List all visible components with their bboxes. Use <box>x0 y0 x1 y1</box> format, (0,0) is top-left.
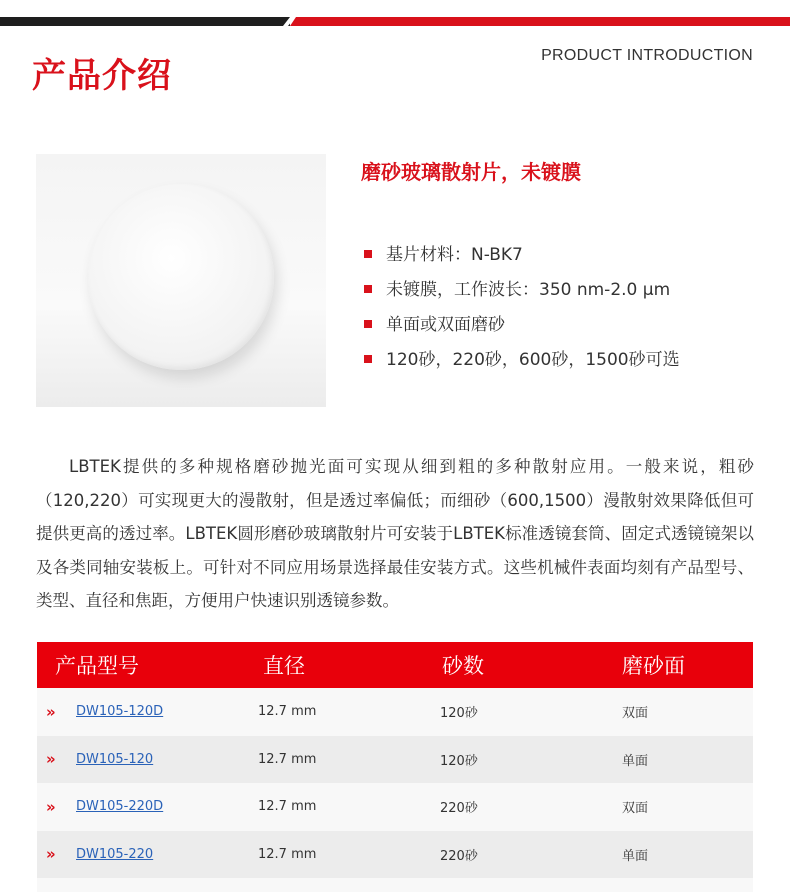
double-chevron-right-icon: » <box>46 750 54 769</box>
model-link[interactable]: DW105-220D <box>76 799 164 815</box>
square-bullet-icon <box>364 355 372 363</box>
spec-text: 基片材料：N-BK7 <box>386 245 523 265</box>
spec-text: 单面或双面磨砂 <box>386 315 505 335</box>
double-chevron-right-icon: » <box>46 702 54 721</box>
table-row <box>37 736 753 784</box>
square-bullet-icon <box>364 285 372 293</box>
diameter-cell: 12.7 mm <box>258 846 317 862</box>
diameter-cell: 12.7 mm <box>258 751 317 767</box>
table-row <box>37 688 753 736</box>
side-cell: 单面 <box>622 848 649 864</box>
square-bullet-icon <box>364 320 372 328</box>
spec-item <box>364 275 680 310</box>
side-cell: 单面 <box>622 753 649 769</box>
product-description: LBTEK提供的多种规格磨砂抛光面可实现从细到粗的多种散射应用。一般来说，粗砂（120,220）可实现更大的漫散射，但是透过率偏低；而细砂（600,1500）漫散射效果降低但可提供更高的透过率。LBTEK圆形磨砂玻璃散射片可安装于LBTEK标准透镜套筒、固定式透镜镜架以及各类同轴安装板上。可针对不同应用场景选择最佳安装方式。这些机械件表面均刻有产品型号、类型、直径和焦距，方便用户快速识别透镜参数。 <box>36 457 754 610</box>
header-model: 产品型号 <box>55 654 139 678</box>
table-row <box>37 831 753 879</box>
model-link[interactable]: DW105-120 <box>76 751 154 767</box>
header-grit: 砂数 <box>442 654 484 678</box>
spec-list <box>364 240 680 380</box>
model-link[interactable]: DW105-120D <box>76 704 164 720</box>
side-cell: 双面 <box>622 706 649 722</box>
header-bar-dark <box>0 17 290 26</box>
grit-cell: 120砂 <box>440 706 478 722</box>
grit-cell: 120砂 <box>440 753 478 769</box>
spec-item <box>364 345 680 380</box>
spec-item <box>364 240 680 275</box>
diameter-cell: 12.7 mm <box>258 704 317 720</box>
page-title: 产品介绍 <box>32 56 172 96</box>
header-bar-red <box>290 17 790 26</box>
table-row <box>37 783 753 831</box>
grit-cell: 220砂 <box>440 848 478 864</box>
model-link[interactable]: DW105-220 <box>76 846 154 862</box>
diameter-cell: 12.7 mm <box>258 799 317 815</box>
double-chevron-right-icon: » <box>46 797 54 816</box>
square-bullet-icon <box>364 250 372 258</box>
product-table <box>37 642 753 892</box>
header-diameter: 直径 <box>263 654 305 678</box>
spec-text: 120砂，220砂，600砂，1500砂可选 <box>386 350 680 370</box>
grit-cell: 220砂 <box>440 801 478 817</box>
spec-text: 未镀膜，工作波长：350 nm-2.0 µm <box>386 280 671 300</box>
double-chevron-right-icon: » <box>46 845 54 864</box>
product-heading: 磨砂玻璃散射片，未镀膜 <box>361 160 581 184</box>
table-header <box>37 642 753 688</box>
product-image <box>36 154 326 407</box>
diffuser-disc-image <box>88 184 274 370</box>
header-side: 磨砂面 <box>622 654 685 678</box>
spec-item <box>364 310 680 345</box>
table-row <box>37 878 753 892</box>
side-cell: 双面 <box>622 801 649 817</box>
page-subtitle: PRODUCT INTRODUCTION <box>541 47 753 64</box>
